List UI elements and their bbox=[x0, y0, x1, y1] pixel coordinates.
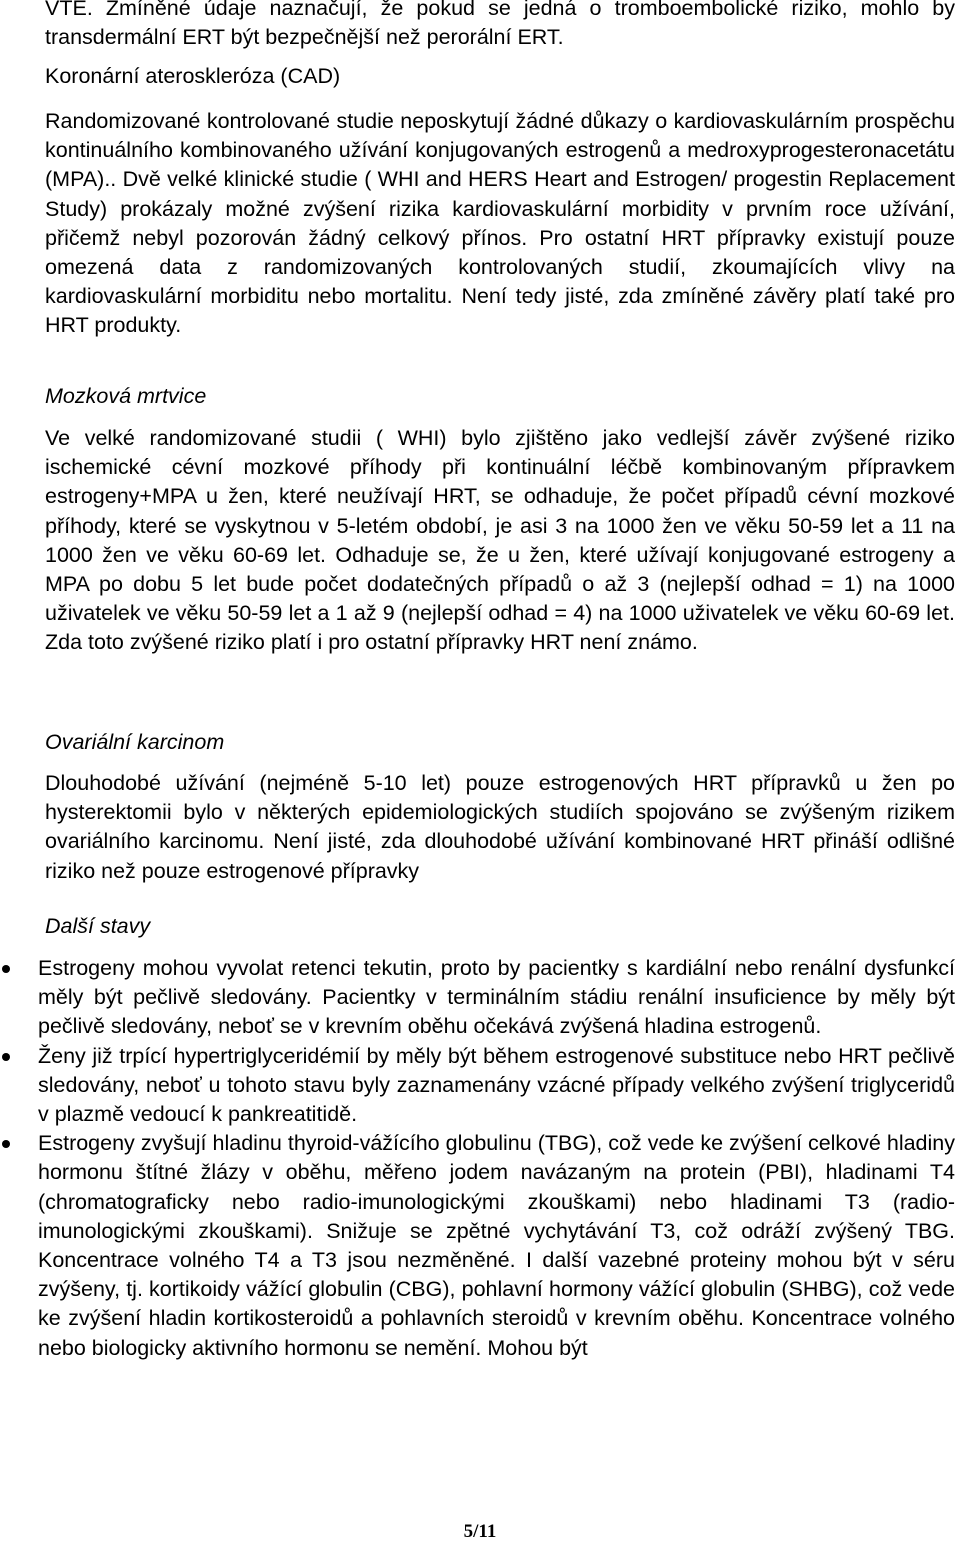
stroke-paragraph: Ve velké randomizované studii ( WHI) bylo zjištěno jako vedlejší závěr zvýšené riziko ischemické cévní mozkové příhody při kontinuální léčbě kombinovaným přípravkem estrogeny+MPA u žen, které neužívají HRT, se odhaduje, že počet případů cévní mozkové příhody, které se vyskytnou v 5-letém období, je asi 3 na 1000 žen ve věku 50-59 let a 11 na 1000 žen ve věku 60-69 let. Odhaduje se, že u žen, které užívají konjugované estrogeny a MPA po dobu 5 let bude počet dodatečných případů o až 3 (nejlepší odhad = 1) na 1000 uživatelek ve věku 50-59 let a 1 až 9 (nejlepší odhad = 4) na 1000 uživatelek ve věku 60-69 let. Zda toto zvýšené riziko platí i pro ostatní přípravky HRT není známo. bbox=[45, 426, 955, 655]
cad-paragraph: Randomizované kontrolované studie neposkytují žádné důkazy o kardiovaskulárním prospěchu kontinuálního kombinovaného užívání konjugovaných estrogenů a medroxyprogesteronacetátu (MPA).. Dvě velké klinické studie ( WHI and HERS Heart and Estrogen/ progestin Replacement Study) prokázaly možné zvýšení rizika kardiovaskulární morbidity v prvním roce užívání, přičemž nebyl pozorován žádný celkový přínos. Pro ostatní HRT přípravky existují pouze omezená data z randomizovaných kontrolovaných studií, zkoumajících vlivy na kardiovaskulární morbiditu nebo mortalitu. Není tedy jisté, zda zmíněné závěry platí také pro HRT produkty. bbox=[45, 109, 955, 338]
bullet-icon bbox=[2, 1053, 10, 1061]
bullet-icon bbox=[2, 965, 10, 973]
section-heading-stroke: Mozková mrtvice bbox=[45, 384, 207, 408]
list-item-text: Estrogeny mohou vyvolat retenci tekutin, proto by pacientky s kardiální nebo renální dysfunkcí měly být pečlivě sledovány. Pacientky v terminálním stádiu renální insuficience by měly být pečlivě sledovány, neboť se v krevním oběhu očekává zvýšená hladina estrogenů. bbox=[38, 956, 955, 1039]
list-item-text: Ženy již trpící hypertriglyceridémií by měly být během estrogenové substituce nebo HRT pečlivě sledovány, neboť u tohoto stavu byly zaznamenány vzácné případy velkého zvýšení triglyceridů v plazmě vedoucí k pankreatitidě. bbox=[38, 1043, 955, 1127]
ovarian-paragraph: Dlouhodobé užívání (nejméně 5-10 let) pouze estrogenových HRT přípravků u žen po hysterektomii bylo v některých epidemiologických studiích spojováno se zvýšeným rizikem ovariálního karcinomu. Není jisté, zda dlouhodobé užívání kombinované HRT přináší odlišné riziko než pouze estrogenové přípravky bbox=[45, 771, 955, 883]
section-heading-ovarian: Ovariální karcinom bbox=[45, 730, 225, 754]
list-item bbox=[0, 1129, 955, 1363]
section-heading-cad: Koronární ateroskleróza (CAD) bbox=[45, 64, 341, 88]
bullet-icon bbox=[2, 1140, 10, 1148]
list-item bbox=[0, 954, 955, 1042]
section-heading-other: Další stavy bbox=[45, 914, 151, 938]
list-item bbox=[0, 1042, 955, 1130]
conditions-list bbox=[0, 954, 955, 1363]
list-item-text: Estrogeny zvyšují hladinu thyroid-vážícího globulinu (TBG), což vede ke zvýšení celkové hladiny hormonu štítné žlázy v oběhu, měřeno jodem navázaným na protein (PBI), hladinami T4 (chromatograficky nebo radio-imunologickými zkouškami) nebo hladinami T3 (radio-imunologickými zkouškami). Snižuje se zpětné vychytávání T3, což odráží zvýšený TBG. Koncentrace volného T4 a T3 jsou nezměněné. I další vazebné proteiny mohou být v séru zvýšeny, tj. kortikoidy vážící globulin (CBG), pohlavní hormony vážící globulin (SHBG), což vede ke zvýšení hladin kortikosteroidů a pohlavních steroidů v krevním oběhu. Koncentrace volného nebo biologicky aktivního hormonu se nemění. Mohou být bbox=[38, 1131, 955, 1360]
intro-paragraph: VTE. Zmíněné údaje naznačují, že pokud se jedná o tromboembolické riziko, mohlo by transdermální ERT být bezpečnější než perorální ERT. bbox=[45, 0, 955, 50]
page-number: 5/11 bbox=[463, 1521, 497, 1542]
